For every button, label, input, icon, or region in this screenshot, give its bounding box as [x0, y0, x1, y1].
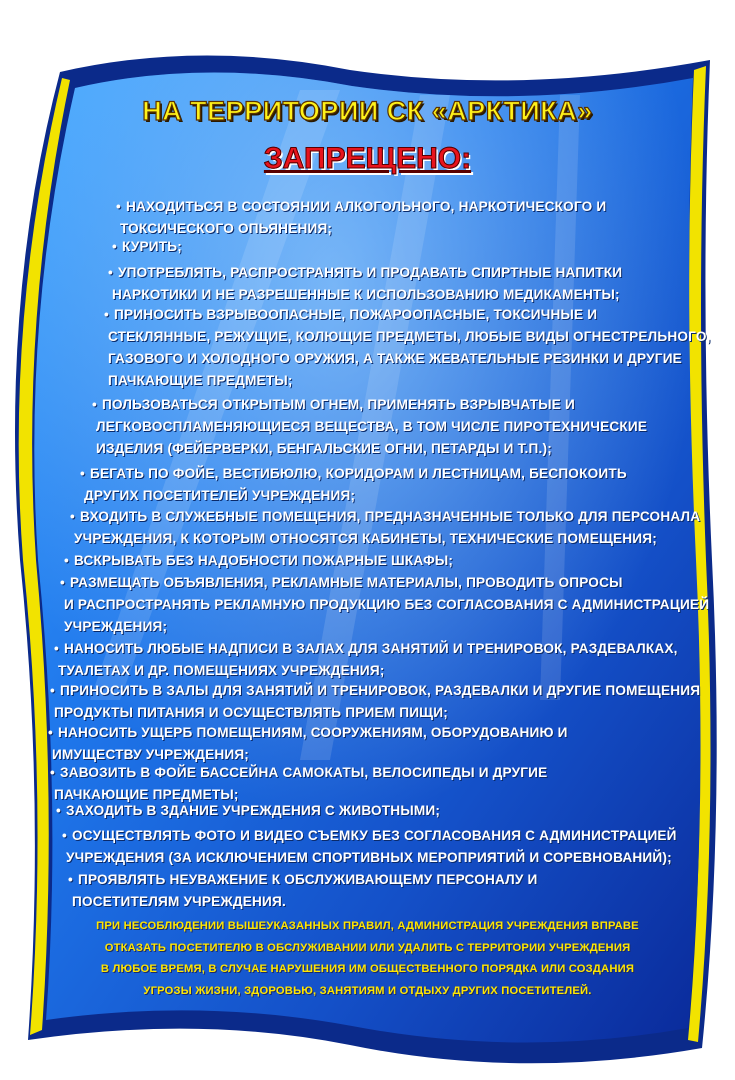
rule-item [68, 869, 538, 913]
rule-text: ВХОДИТЬ В СЛУЖЕБНЫЕ ПОМЕЩЕНИЯ, ПРЕДНАЗНАЧЕННЫЕ ТОЛЬКО ДЛЯ ПЕРСОНАЛА УЧРЕЖДЕНИЯ, К КОТОРЫМ ОТНОСЯТСЯ КАБИНЕТЫ, ТЕХНИЧЕСКИЕ ПОМЕЩЕНИЯ; [73, 509, 701, 546]
bullet-icon: • [92, 397, 97, 412]
bullet-icon: • [50, 683, 55, 698]
rule-text: ЗАХОДИТЬ В ЗДАНИЕ УЧРЕЖДЕНИЯ С ЖИВОТНЫМИ; [66, 803, 441, 818]
bullet-icon: • [62, 828, 67, 843]
rule-text: ОСУЩЕСТВЛЯТЬ ФОТО И ВИДЕО СЪЕМКУ БЕЗ СОГЛАСОВАНИЯ С АДМИНИСТРАЦИЕЙ УЧРЕЖДЕНИЯ (ЗА ИСКЛЮЧЕНИЕМ СПОРТИВНЫХ МЕРОПРИЯТИЙ И СОРЕВНОВАНИЙ); [65, 828, 677, 865]
rule-text: КУРИТЬ; [122, 239, 182, 254]
rule-text: ПРОЯВЛЯТЬ НЕУВАЖЕНИЕ К ОБСЛУЖИВАЮЩЕМУ ПЕРСОНАЛУ И ПОСЕТИТЕЛЯМ УЧРЕЖДЕНИЯ. [71, 872, 538, 909]
forbidden-heading: ЗАПРЕЩЕНО: [263, 142, 472, 175]
rule-item [70, 506, 700, 550]
bullet-icon: • [108, 265, 113, 280]
rule-item [62, 825, 677, 869]
rule-item [104, 304, 711, 392]
rule-text: РАЗМЕЩАТЬ ОБЪЯВЛЕНИЯ, РЕКЛАМНЫЕ МАТЕРИАЛЫ, ПРОВОДИТЬ ОПРОСЫ И РАСПРОСТРАНЯТЬ РЕКЛАМНУЮ ПРОДУКЦИЮ БЕЗ СОГЛАСОВАНИЯ С АДМИНИСТРАЦИЕЙ УЧРЕЖДЕНИЯ; [63, 575, 710, 634]
rule-item [60, 572, 709, 638]
bullet-icon: • [68, 872, 73, 887]
rule-text: ПРИНОСИТЬ В ЗАЛЫ ДЛЯ ЗАНЯТИЙ И ТРЕНИРОВОК, РАЗДЕВАЛКИ И ДРУГИЕ ПОМЕЩЕНИЯ ПРОДУКТЫ ПИТАНИЯ И ОСУЩЕСТВЛЯТЬ ПРИЕМ ПИЩИ; [53, 683, 701, 720]
rule-item [116, 196, 606, 240]
rule-item [56, 800, 440, 822]
rule-text: НАНОСИТЬ УЩЕРБ ПОМЕЩЕНИЯМ, СООРУЖЕНИЯМ, ОБОРУДОВАНИЮ И ИМУЩЕСТВУ УЧРЕЖДЕНИЯ; [51, 725, 568, 762]
rule-item [54, 638, 678, 682]
rule-text: ЗАВОЗИТЬ В ФОЙЕ БАССЕЙНА САМОКАТЫ, ВЕЛОСИПЕДЫ И ДРУГИЕ ПАЧКАЮЩИЕ ПРЕДМЕТЫ; [53, 765, 548, 802]
rule-text: ПРИНОСИТЬ ВЗРЫВООПАСНЫЕ, ПОЖАРООПАСНЫЕ, ТОКСИЧНЫЕ И СТЕКЛЯННЫЕ, РЕЖУЩИЕ, КОЛЮЩИЕ ПРЕДМЕТЫ, ЛЮБЫЕ ВИДЫ ОГНЕСТРЕЛЬНОГО, ГАЗОВОГО И ХОЛОДНОГО ОРУЖИЯ, А ТАКЖЕ ЖЕВАТЕЛЬНЫЕ РЕЗИНКИ И ДРУГИЕ ПАЧКАЮЩИЕ ПРЕДМЕТЫ; [107, 307, 711, 388]
poster-title: НА ТЕРРИТОРИИ СК «АРКТИКА» [142, 96, 593, 126]
rule-item [112, 236, 182, 258]
bullet-icon: • [104, 307, 109, 322]
rule-text: УПОТРЕБЛЯТЬ, РАСПРОСТРАНЯТЬ И ПРОДАВАТЬ СПИРТНЫЕ НАПИТКИ НАРКОТИКИ И НЕ РАЗРЕШЕННЫЕ К ИСПОЛЬЗОВАНИЮ МЕДИКАМЕНТЫ; [111, 265, 623, 302]
bullet-icon: • [80, 466, 85, 481]
rule-text: БЕГАТЬ ПО ФОЙЕ, ВЕСТИБЮЛЮ, КОРИДОРАМ И ЛЕСТНИЦАМ, БЕСПОКОИТЬ ДРУГИХ ПОСЕТИТЕЛЕЙ УЧРЕЖДЕНИЯ; [83, 466, 627, 503]
rule-text: ВСКРЫВАТЬ БЕЗ НАДОБНОСТИ ПОЖАРНЫЕ ШКАФЫ; [74, 553, 454, 568]
rule-text: НАХОДИТЬСЯ В СОСТОЯНИИ АЛКОГОЛЬНОГО, НАРКОТИЧЕСКОГО И ТОКСИЧЕСКОГО ОПЬЯНЕНИЯ; [119, 199, 607, 236]
rule-item [108, 262, 622, 306]
rule-item [64, 550, 453, 572]
bullet-icon: • [50, 765, 55, 780]
bullet-icon: • [112, 239, 117, 254]
bullet-icon: • [54, 641, 59, 656]
rule-item [48, 722, 568, 766]
bullet-icon: • [60, 575, 65, 590]
bullet-icon: • [48, 725, 53, 740]
bullet-icon: • [56, 803, 61, 818]
footer-warning: ПРИ НЕСОБЛЮДЕНИИ ВЫШЕУКАЗАННЫХ ПРАВИЛ, АДМИНИСТРАЦИЯ УЧРЕЖДЕНИЯ ВПРАВЕ ОТКАЗАТЬ ПОСЕТИТЕЛЮ В ОБСЛУЖИВАНИИ ИЛИ УДАЛИТЬ С ТЕРРИТОРИИ УЧРЕЖДЕНИЯ В ЛЮБОЕ ВРЕМЯ, В СЛУЧАЕ НАРУШЕНИЯ ИМ ОБЩЕСТВЕННОГО ПОРЯДКА ИЛИ СОЗДАНИЯ УГРОЗЫ ЖИЗНИ, ЗДОРОВЬЮ, ЗАНЯТИЯМ И ОТДЫХУ ДРУГИХ ПОСЕТИТЕЛЕЙ. [96, 920, 639, 997]
rule-text: НАНОСИТЬ ЛЮБЫЕ НАДПИСИ В ЗАЛАХ ДЛЯ ЗАНЯТИЙ И ТРЕНИРОВОК, РАЗДЕВАЛКАХ, ТУАЛЕТАХ И ДР. ПОМЕЩЕНИЯХ УЧРЕЖДЕНИЯ; [57, 641, 678, 678]
bullet-icon: • [64, 553, 69, 568]
rule-item [92, 394, 647, 460]
bullet-icon: • [70, 509, 75, 524]
rule-item [80, 463, 627, 507]
bullet-icon: • [116, 199, 121, 214]
rule-item [50, 680, 700, 724]
rule-text: ПОЛЬЗОВАТЬСЯ ОТКРЫТЫМ ОГНЕМ, ПРИМЕНЯТЬ ВЗРЫВЧАТЫЕ И ЛЕГКОВОСПЛАМЕНЯЮЩИЕСЯ ВЕЩЕСТВА, В ТОМ ЧИСЛЕ ПИРОТЕХНИЧЕСКИЕ ИЗДЕЛИЯ (ФЕЙЕРВЕРКИ, БЕНГАЛЬСКИЕ ОГНИ, ПЕТАРДЫ И Т.П.); [95, 397, 648, 456]
